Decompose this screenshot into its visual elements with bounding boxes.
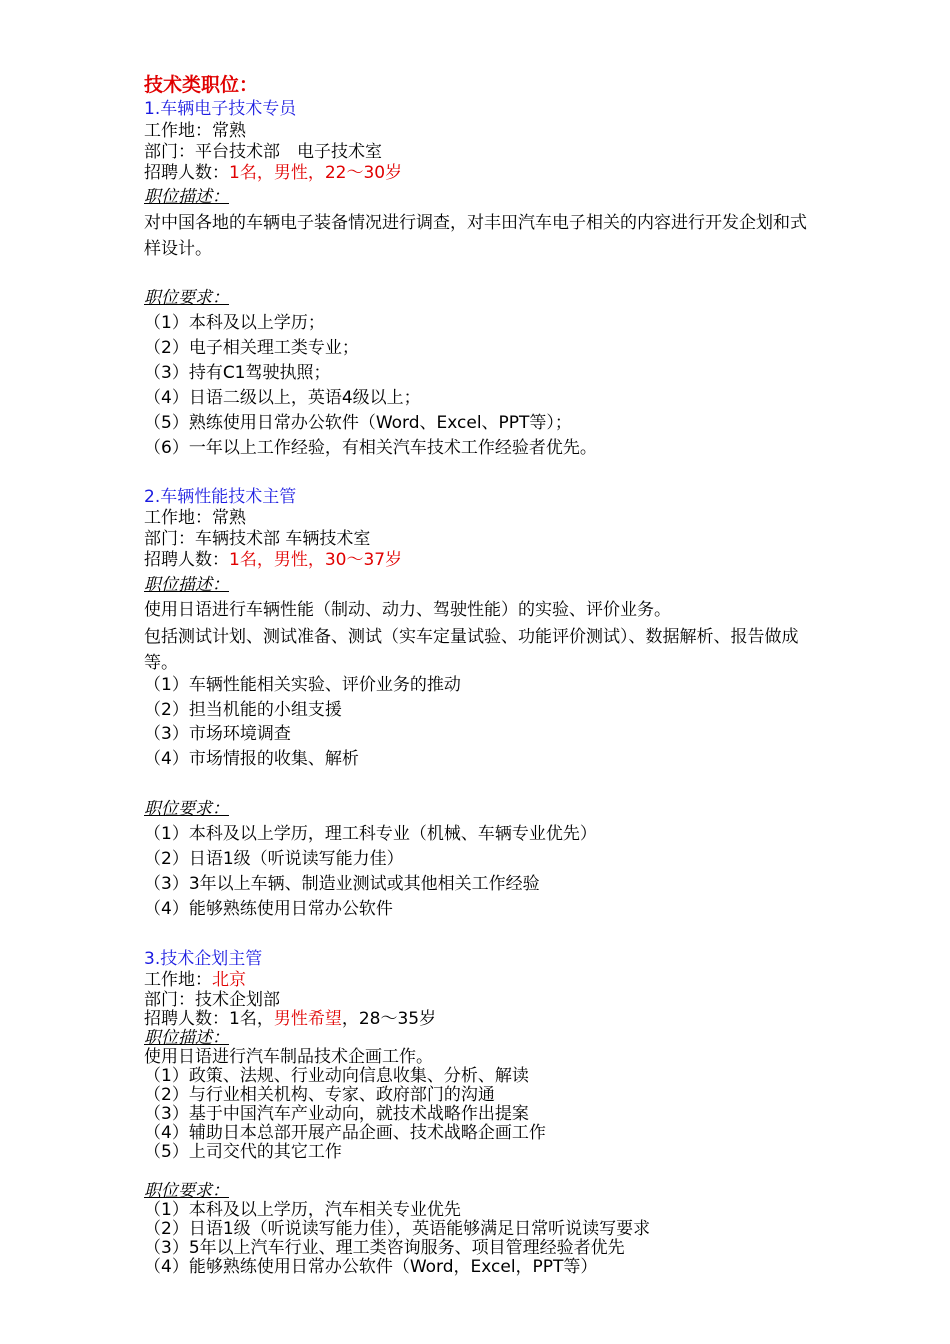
- list-item: （3）市场环境调查: [144, 724, 291, 744]
- list-item: （2）担当机能的小组支援: [144, 700, 342, 720]
- desc-label: 职位描述：: [144, 1028, 229, 1048]
- req-label: 职位要求：: [144, 1181, 229, 1201]
- list-item: （1）本科及以上学历，理工科专业（机械、车辆专业优先）: [144, 824, 597, 844]
- job-description: 对中国各地的车辆电子装备情况进行调查，对丰田汽车电子相关的内容进行开发企划和式样设计。: [144, 213, 807, 259]
- job-location: 工作地：常熟: [144, 508, 246, 528]
- list-item: （1）政策、法规、行业动向信息收集、分析、解读: [144, 1066, 529, 1086]
- req-label: 职位要求：: [144, 799, 229, 819]
- desc-label: 职位描述：: [144, 187, 229, 207]
- job-heading: 3.技术企划主管: [144, 949, 263, 969]
- list-item: （2）电子相关理工类专业；: [144, 338, 359, 358]
- list-item: （2）与行业相关机构、专家、政府部门的沟通: [144, 1085, 495, 1105]
- list-item: （4）辅助日本总部开展产品企画、技术战略企画工作: [144, 1123, 546, 1143]
- job-headcount: 招聘人数：1名，男性希望，28～35岁: [144, 1009, 437, 1029]
- description-line: 包括测试计划、测试准备、测试（实车定量试验、功能评价测试）、数据解析、报告做成等。: [144, 627, 799, 673]
- job-headcount: 招聘人数：1名，男性，22～30岁: [144, 163, 403, 183]
- list-item: （1）车辆性能相关实验、评价业务的推动: [144, 675, 461, 695]
- job-headcount: 招聘人数：1名，男性，30～37岁: [144, 550, 403, 570]
- list-item: （1）本科及以上学历；: [144, 313, 325, 333]
- desc-label: 职位描述：: [144, 575, 229, 595]
- list-item: （5）熟练使用日常办公软件（Word、Excel、PPT等）；: [144, 413, 572, 433]
- req-label: 职位要求：: [144, 288, 229, 308]
- list-item: （4）能够熟练使用日常办公软件（Word，Excel，PPT等）: [144, 1257, 598, 1277]
- job-location: 工作地：常熟: [144, 121, 246, 141]
- job-location: 工作地：北京: [144, 970, 246, 990]
- job-department: 部门：车辆技术部 车辆技术室: [144, 529, 371, 549]
- list-item: （6）一年以上工作经验，有相关汽车技术工作经验者优先。: [144, 438, 597, 458]
- list-item: （2）日语1级（听说读写能力佳），英语能够满足日常听说读写要求: [144, 1219, 651, 1239]
- list-item: （3）基于中国汽车产业动向，就技术战略作出提案: [144, 1104, 529, 1124]
- list-item: （3）持有C1驾驶执照；: [144, 363, 331, 383]
- list-item: （3）3年以上车辆、制造业测试或其他相关工作经验: [144, 874, 540, 894]
- description-line: 使用日语进行车辆性能（制动、动力、驾驶性能）的实验、评价业务。: [144, 600, 671, 620]
- list-item: （2）日语1级（听说读写能力佳）: [144, 849, 404, 869]
- job-department: 部门：平台技术部 电子技术室: [144, 142, 382, 162]
- list-item: （1）本科及以上学历，汽车相关专业优先: [144, 1200, 461, 1220]
- job-department: 部门：技术企划部: [144, 990, 280, 1010]
- description-line: 使用日语进行汽车制品技术企画工作。: [144, 1047, 433, 1067]
- list-item: （4）市场情报的收集、解析: [144, 749, 359, 769]
- list-item: （3）5年以上汽车行业、理工类咨询服务、项目管理经验者优先: [144, 1238, 625, 1258]
- job-heading: 2.车辆性能技术主管: [144, 487, 297, 507]
- list-item: （4）日语二级以上，英语4级以上；: [144, 388, 421, 408]
- list-item: （4）能够熟练使用日常办公软件: [144, 899, 393, 919]
- page-title: 技术类职位：: [144, 74, 259, 96]
- job-heading: 1.车辆电子技术专员: [144, 99, 297, 119]
- list-item: （5）上司交代的其它工作: [144, 1142, 342, 1162]
